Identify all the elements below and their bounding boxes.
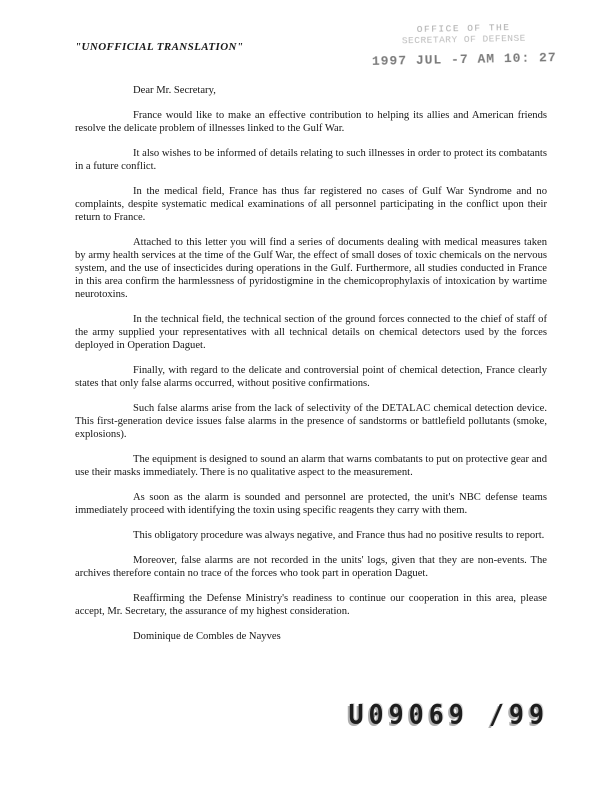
unofficial-translation-label: "UNOFFICIAL TRANSLATION" [75,41,244,53]
letter-paragraph: France would like to make an effective contribution to helping its allies and American friends resolve the delicate problem of illnesses linked to the Gulf War. [75,110,547,134]
letter-paragraph: The equipment is designed to sound an alarm that warns combatants to put on protective gear and use their masks immediately. There is no qualitative aspect to the measurement. [75,454,547,478]
letter-paragraph: Reaffirming the Defense Ministry's readiness to continue our cooperation in this area, please accept, Mr. Secretary, the assurance of my highest consideration. [75,593,547,617]
letter-paragraph: Moreover, false alarms are not recorded in the units' logs, given that they are non-events. The archives therefore contain no trace of the forces who took part in operation Daguet. [75,555,547,579]
document-number-stamp: U09069 /99 [348,699,549,730]
letter-paragraph: Attached to this letter you will find a series of documents dealing with medical measures taken by army health services at the time of the Gulf War, the effect of small doses of toxic chemicals on the nervous system, and the use of insecticides during operations in the Gulf. Furthermore, all studies conducted in France in this area confirm the harmlessness of pyridostigmine in the chemicoprophylaxis of intoxication by wartime neurotoxins. [75,237,547,300]
letter-paragraph: Such false alarms arise from the lack of selectivity of the DETALAC chemical detection device. This first-generation device issues false alarms in the presence of sandstorms or battlefield pollutants (smoke, explosions). [75,403,547,440]
letter-paragraph: As soon as the alarm is sounded and personnel are protected, the unit's NBC defense teams immediately proceed with identifying the toxin using specific reagents they carry with them. [75,492,547,516]
salutation: Dear Mr. Secretary, [133,85,216,96]
letter-paragraph: Finally, with regard to the delicate and controversial point of chemical detection, France clearly states that only false alarms occurred, without positive confirmations. [75,365,547,389]
letter-paragraph: In the medical field, France has thus far registered no cases of Gulf War Syndrome and no complaints, despite systematic medical examinations of all personnel participating in the conflict upon their return to France. [75,186,547,223]
letter-paragraph: It also wishes to be informed of details relating to such illnesses in order to protect its combatants in a future conflict. [75,148,547,172]
received-date-stamp [359,22,570,70]
stamp-date-line: 1997 JUL -7 AM 10: 27 [371,49,557,69]
stamp-office-line: OFFICE OF THE [416,22,511,35]
letter-paragraph: This obligatory procedure was always negative, and France thus had no positive results to report. [133,530,545,541]
letter-body [75,84,547,643]
stamp-secretary-line: SECRETARY OF DEFENSE [401,32,526,47]
signature-name: Dominique de Combles de Nayves [133,631,281,642]
letter-paragraph: In the technical field, the technical section of the ground forces connected to the chief of staff of the army supplied your representatives with all technical details on chemical detectors used by the forces deployed in Operation Daguet. [75,314,547,351]
